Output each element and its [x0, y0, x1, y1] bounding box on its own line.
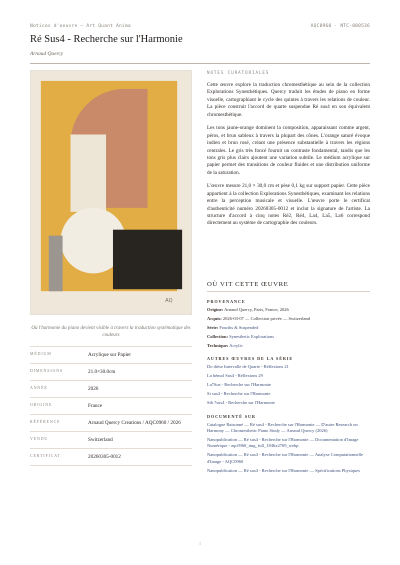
provenance-value: Arnaud Quercy, Paris, France, 2026 [224, 307, 289, 312]
provenance-heading: PROVENANCE [207, 299, 246, 304]
where-section [207, 281, 370, 477]
reference-code: AQC0960 · NTC-000536 [310, 24, 370, 29]
specs-table [30, 346, 192, 466]
notes-paragraph: L'œuvre mesure 21,0 × 30,0 cm et pèse 0,1 kg sur support papier. Cette pièce appartient à la collection Explorations Synesthétiques, examinant les relations entre la perception musicale et visuelle. L'œuvre porte le certificat d'authenticité numéro 20260305-0012 et inclut la signature de l'artiste. La structure d'accord à cinq notes Ré2, Ré4, La4, La5, La6 correspond directement au système de cartographie des couleurs. [207, 183, 370, 227]
series-work-link[interactable]: La7Sus - Recherche sur l'Harmonie [207, 382, 272, 388]
documented-link[interactable]: Nanopublication — Ré sus4 - Recherche sur l'Harmonie — Documentation d'Image Numérique - aqc0960_img_full_1846x2769_webp [207, 436, 359, 449]
spec-key: MÉDIUM [30, 347, 88, 364]
series-link[interactable]: Fourths & Suspended [219, 324, 259, 330]
series-work-link[interactable]: Do dièse Intervalle de Quarte - Réflexions 21 [207, 364, 289, 370]
page-title: Ré Sus4 - Recherche sur l'Harmonie [30, 34, 183, 45]
spec-key: CERTIFICAT [30, 449, 88, 466]
provenance-item [207, 334, 370, 340]
provenance-value: 2026-03-07 — Collection privée — Switzerland [222, 315, 310, 321]
spec-row-sold [30, 432, 192, 449]
header-divider [30, 63, 370, 64]
provenance-key: Série: [207, 324, 219, 330]
spec-value: 20260305-0012 [88, 449, 192, 466]
spec-value: Switzerland [88, 432, 192, 449]
top-bar [30, 24, 370, 34]
provenance-key: Origine: [207, 307, 224, 312]
where-heading: OÙ VIT CETTE ŒUVRE [207, 281, 370, 292]
spec-key: ORIGINE [30, 398, 88, 415]
documented-link[interactable]: Nanopublication — Ré sus4 - Recherche sur l'Harmonie — Spécifications Physiques [207, 467, 361, 473]
series-heading: AUTRES ŒUVRES DE LA SÉRIE [207, 356, 294, 362]
spec-row-certificate [30, 449, 192, 466]
grey-strip [49, 236, 63, 292]
provenance-item [207, 343, 370, 349]
spec-value: Acrylique sur Papier [88, 347, 192, 364]
page-number: 1 [198, 541, 202, 546]
documented-link[interactable]: Catalogue Raisonné — Ré sus4 - Recherche sur l'Harmonie — D'autre Research on Harmony — Chromesthetic Piano Study — Arnaud Quercy (2026) [207, 421, 358, 433]
spec-row-medium [30, 347, 192, 364]
series-work-link[interactable]: La bémol Sus4 - Réflexions 29 [207, 373, 263, 379]
artwork-painting [31, 71, 191, 314]
provenance-key: Collection: [207, 333, 228, 339]
documented-link[interactable]: Nanopublication — Ré sus4 - Recherche sur l'Harmonie — Analyse Computationnelle d'Image - AQC0960 [207, 452, 364, 464]
series-work-link[interactable]: Sib 7sus4 - Recherche sur l'Harmonie [207, 400, 275, 406]
spec-key: RÉFÉRENCE [30, 415, 88, 432]
spec-key: DIMENSIONS [30, 364, 88, 381]
artwork-image[interactable] [30, 70, 192, 315]
charcoal-block [113, 230, 182, 290]
spec-value: France [88, 398, 192, 415]
curatorial-notes [207, 70, 370, 234]
notes-paragraph: Les tons jaune-orange dominent la composition, apparaissant comme argent, péros, et brun sableux à travers la plupart des cônes. L'orange saturé évoque indien et brun rosé, créant une présence substantielle à travers les régions centrales. Le gris très foncé fournit un contraste fondamental, tandis que les tons gris plus clairs ajoutent une variation subtile. Le médium acrylique sur papier permet des transitions de couleur fluides et une distribution uniforme de la saturation. [207, 125, 370, 176]
provenance-item [207, 307, 370, 313]
provenance-key: Technique: [207, 342, 229, 348]
artist-name: Arnaud Quercy [30, 51, 64, 57]
series-work-link[interactable]: Si sus4 - Recherche sur l'Harmonie [207, 391, 271, 397]
artist-signature: AQ [165, 298, 173, 305]
provenance-item [207, 325, 370, 331]
spec-value: Arnaud Quercy Creations / AQC0960 / 2026 [88, 415, 192, 432]
spec-key: ANNÉE [30, 381, 88, 398]
documented-heading: DOCUMENTÉ SUR [207, 413, 256, 419]
provenance-item [207, 316, 370, 322]
spec-row-dimensions [30, 364, 192, 381]
spec-value: 21.0×30.0cm [88, 364, 192, 381]
technique-link[interactable]: Acrylic [229, 342, 243, 348]
provenance-key: Acquis: [207, 315, 222, 321]
collection-link[interactable]: Synesthetic Explorations [229, 333, 274, 339]
spec-row-origin [30, 398, 192, 415]
spec-row-year [30, 381, 192, 398]
notes-paragraph: Cette œuvre explore la traduction chromesthétique au sein de la collection Explorations Synesthétiques. Quercy traduit les études de piano en forme visuelle, cartographiant le cycle des quintes à travers les relations de couleur. La pièce construit l'accord de quarte suspendue Ré sus4 en son équivalent chromesthétique. [207, 82, 370, 118]
spec-value: 2026 [88, 381, 192, 398]
collection-header: Notices d'oeuvre — Art Quant Anima [30, 24, 131, 29]
spec-row-reference [30, 415, 192, 432]
cream-rectangle [71, 134, 107, 211]
artwork-caption: Où l'harmonie du piano devient visible à travers la traduction systématique des couleurs [31, 326, 191, 339]
spec-key: VENDU [30, 432, 88, 449]
notes-heading: NOTES CURATORIALES [207, 70, 270, 75]
